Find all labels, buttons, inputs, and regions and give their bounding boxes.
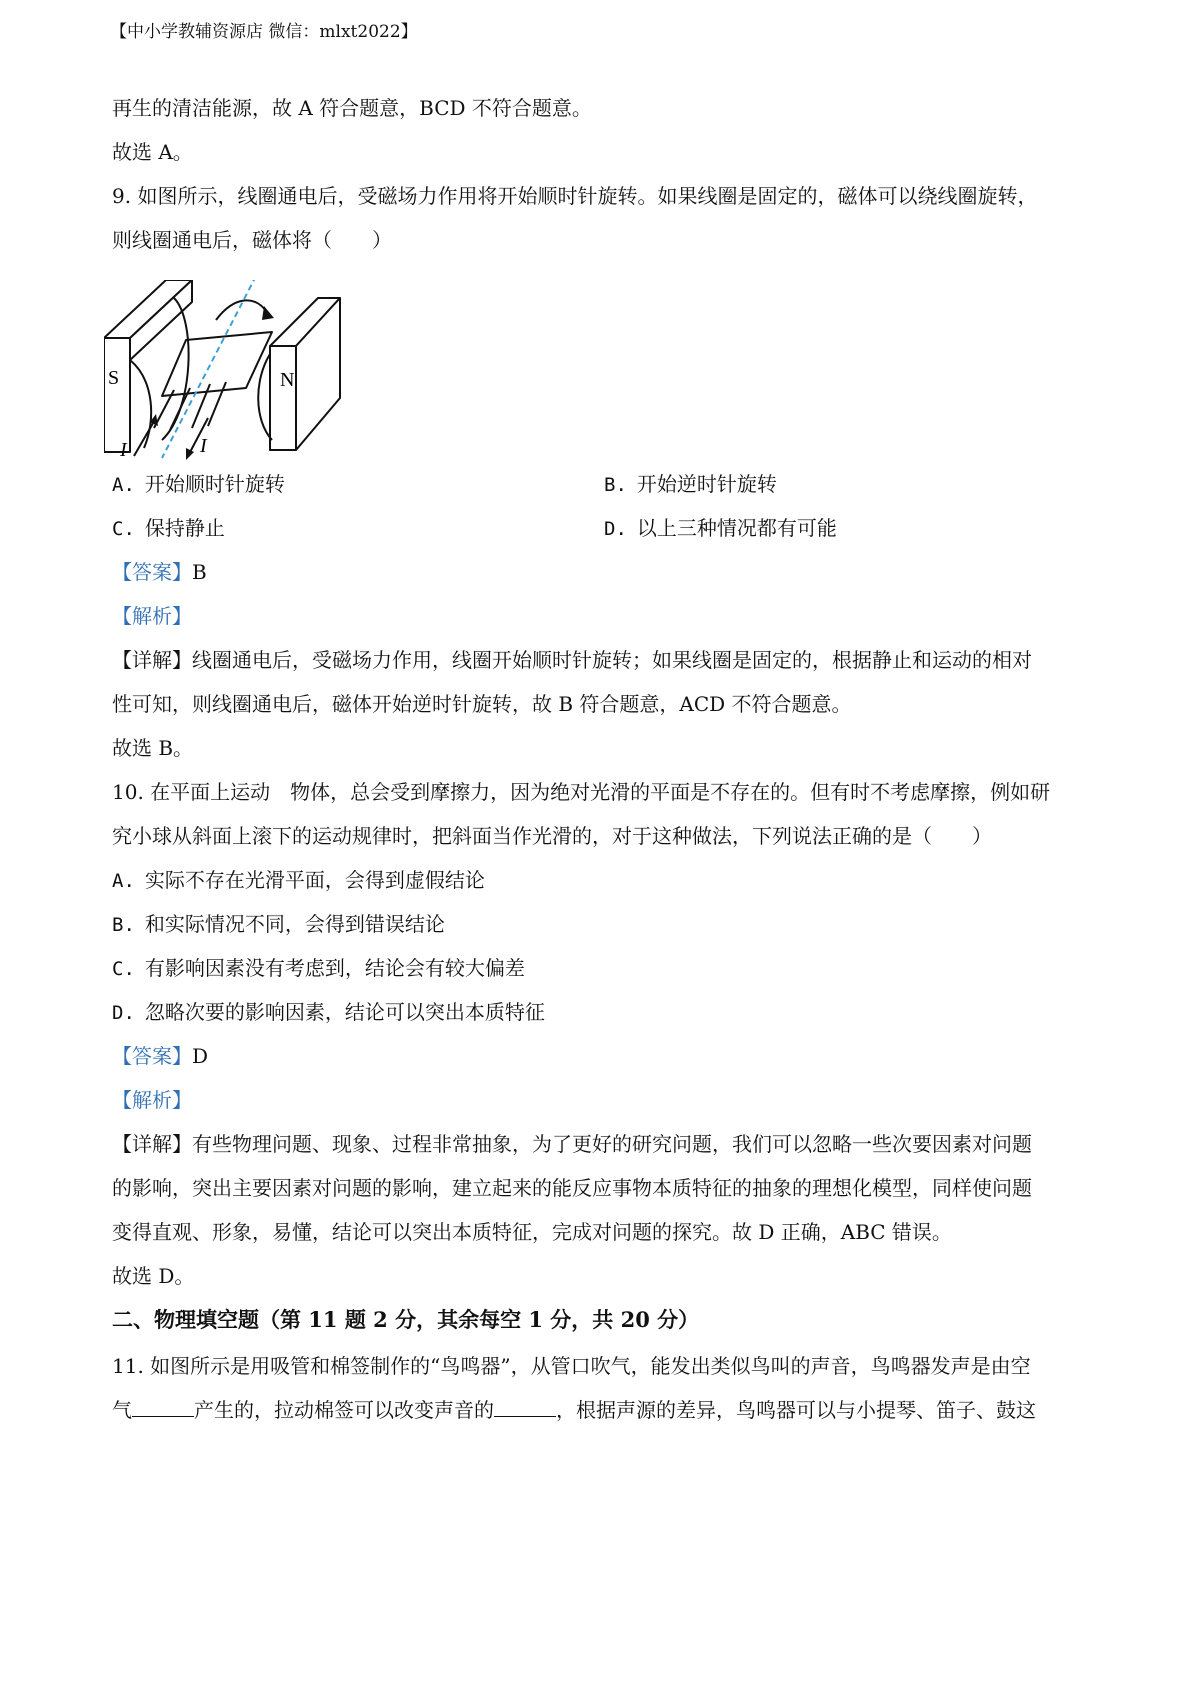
label-n: N: [280, 369, 295, 391]
page-header: 【中小学教辅资源店 微信：mlxt2022】: [110, 22, 418, 42]
label-current-1: I: [120, 439, 127, 461]
current-out-arrow-icon: [186, 448, 194, 460]
q9-answer: 【答案】B: [112, 560, 207, 584]
q9-option-b[interactable]: B. 开始逆时针旋转: [604, 472, 777, 496]
label-s: S: [108, 367, 120, 389]
q10-detail-line1: 【详解】有些物理问题、现象、过程非常抽象，为了更好的研究问题，我们可以忽略一些次要因素对问题: [112, 1132, 1032, 1156]
rotation-arrow-head-icon: [262, 306, 274, 320]
label-current-2: I: [200, 435, 207, 457]
q11-stem-line2: 气 产生的，拉动棉签可以改变声音的 ，根据声源的差异，鸟鸣器可以与小提琴、笛子、鼓这: [112, 1398, 1036, 1422]
q10-option-d[interactable]: D. 忽略次要的影响因素，结论可以突出本质特征: [112, 1000, 545, 1024]
q10-option-a[interactable]: A. 实际不存在光滑平面，会得到虚假结论: [112, 868, 485, 892]
q10-stem-line2: 究小球从斜面上滚下的运动规律时，把斜面当作光滑的，对于这种做法，下列说法正确的是（ ）: [112, 824, 992, 848]
q9-choose: 故选 B。: [112, 736, 194, 760]
q11-stem-line1: 11. 如图所示是用吸管和棉签制作的“鸟鸣器”，从管口吹气，能发出类似鸟叫的声音，鸟鸣器发声是由空: [112, 1354, 1031, 1378]
q9-option-c[interactable]: C. 保持静止: [112, 516, 225, 540]
section-2-heading: 二、物理填空题（第 11 题 2 分，其余每空 1 分，共 20 分）: [112, 1307, 700, 1332]
q10-answer: 【答案】D: [112, 1044, 209, 1068]
q10-stem-line1: 10. 在平面上运动 物体，总会受到摩擦力，因为绝对光滑的平面是不存在的。但有时不考虑摩擦，例如研: [112, 780, 1051, 804]
q9-option-d[interactable]: D. 以上三种情况都有可能: [604, 516, 837, 540]
q9-analysis-tag: 【解析】: [112, 604, 192, 628]
coil-magnet-figure: [104, 280, 354, 470]
q9-stem-line1: 9. 如图所示，线圈通电后，受磁场力作用将开始顺时针旋转。如果线圈是固定的，磁体可以绕线圈旋转，: [112, 184, 1038, 208]
q8-choose: 故选 A。: [112, 140, 193, 164]
q9-stem-line2: 则线圈通电后，磁体将（ ）: [112, 228, 392, 252]
q9-detail-line2: 性可知，则线圈通电后，磁体开始逆时针旋转，故 B 符合题意，ACD 不符合题意。: [112, 692, 852, 716]
q10-detail-line2: 的影响，突出主要因素对问题的影响，建立起来的能反应事物本质特征的抽象的理想化模型，同样使问题: [112, 1176, 1032, 1200]
q11-blank-1[interactable]: [132, 1398, 194, 1417]
q10-analysis-tag: 【解析】: [112, 1088, 192, 1112]
q8-tail-line: 再生的清洁能源，故 A 符合题意，BCD 不符合题意。: [112, 96, 592, 120]
q9-option-a[interactable]: A. 开始顺时针旋转: [112, 472, 285, 496]
q10-detail-line3: 变得直观、形象，易懂，结论可以突出本质特征，完成对问题的探究。故 D 正确，ABC 错误。: [112, 1220, 952, 1244]
q10-option-c[interactable]: C. 有影响因素没有考虑到，结论会有较大偏差: [112, 956, 525, 980]
q10-choose: 故选 D。: [112, 1264, 195, 1288]
q10-option-b[interactable]: B. 和实际情况不同，会得到错误结论: [112, 912, 445, 936]
q11-blank-2[interactable]: [494, 1398, 556, 1417]
q9-detail-line1: 【详解】线圈通电后，受磁场力作用，线圈开始顺时针旋转；如果线圈是固定的，根据静止和运动的相对: [112, 648, 1032, 672]
